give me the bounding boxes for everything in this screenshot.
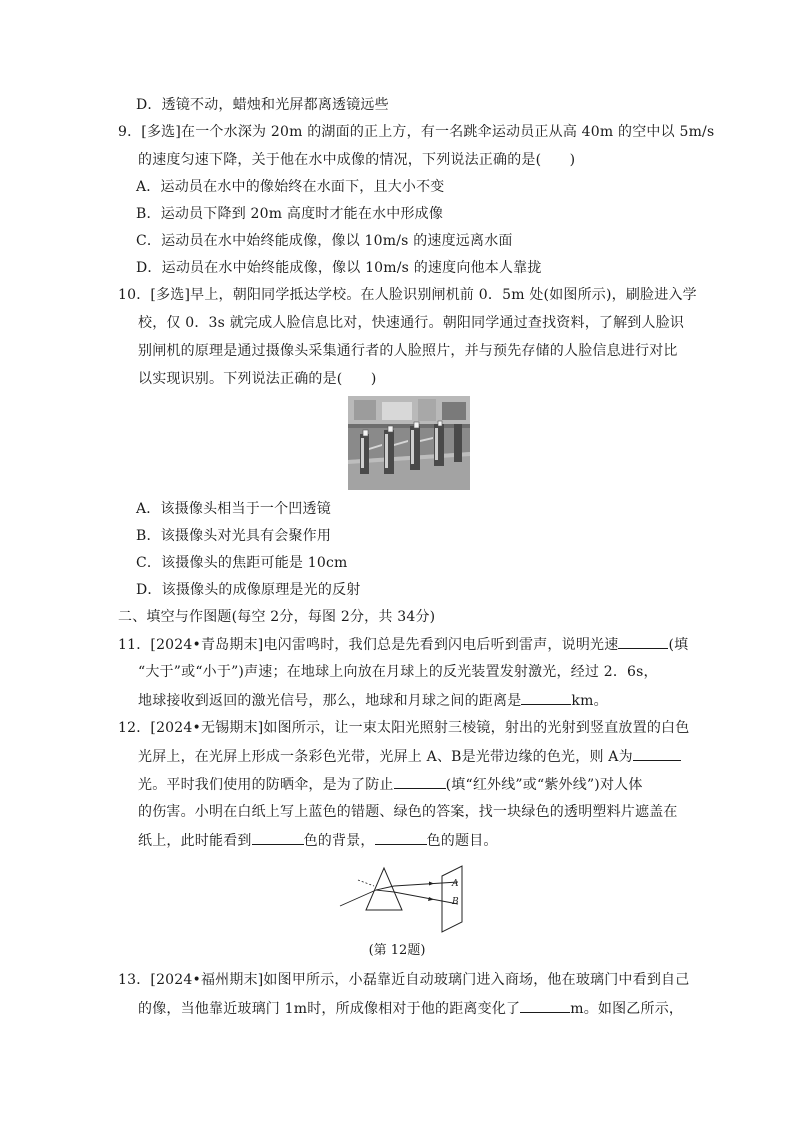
q9-option-a: A．运动员在水中的像始终在水面下，且大小不变: [136, 179, 445, 195]
q11-text-1a: 11．[2024•青岛期末]电闪雷鸣时，我们总是先看到闪电后听到雷声，说明光速: [118, 637, 619, 653]
q10-stem-line2: 校，仅 0．3s 就完成人脸信息比对，快速通行。朝阳同学通过查找资料，了解到人脸识: [138, 315, 685, 331]
q10-option-d: D．该摄像头的成像原理是光的反射: [136, 582, 361, 598]
q10-option-b: B．该摄像头对光具有会聚作用: [136, 528, 332, 544]
fig-label-b: B: [452, 897, 459, 907]
q12-text-5c: 色的题目。: [426, 833, 498, 849]
q13-text-2a: 的像，当他靠近玻璃门 1m时，所成像相对于他的距离变化了: [138, 1001, 521, 1017]
q11-blank-2[interactable]: [521, 690, 571, 705]
q12-text-3b: (填“红外线”或“紫外线”)对人体: [445, 777, 643, 793]
q13-line1: 13．[2024•福州期末]如图甲所示，小磊靠近自动玻璃门进入商场，他在玻璃门中看到自己: [118, 972, 690, 988]
q12-text-2a: 光屏上，在光屏上形成一条彩色光带，光屏上 A、B是光带边缘的色光，则 A为: [138, 749, 633, 765]
q12-blank-1[interactable]: [633, 746, 681, 761]
fig-label-a: A: [452, 879, 459, 889]
q13-line2: [138, 998, 683, 1019]
q11-text-3b: km。: [571, 693, 608, 709]
q12-text-5a: 纸上，此时能看到: [138, 833, 252, 849]
q12-text-3a: 光。平时我们使用的防晒伞，是为了防止: [138, 777, 394, 793]
q10-stem-line1: 10．[多选]早上，朝阳同学抵达学校。在人脸识别闸机前 0．5m 处(如图所示)，刷脸进入学: [118, 287, 697, 303]
q9-stem-line1: 9．[多选]在一个水深为 20m 的湖面的正上方，有一名跳伞运动员正从高 40m 的空中以 5m/s: [118, 124, 715, 140]
q9-option-b: B．运动员下降到 20m 高度时才能在水中形成像: [136, 206, 444, 222]
q10-option-c: C．该摄像头的焦距可能是 10cm: [136, 555, 348, 571]
q13-text-2b: m。如图乙所示，: [570, 1001, 684, 1017]
q12-line5: [138, 830, 498, 851]
q12-line3: [138, 774, 643, 795]
q11-blank-1[interactable]: [618, 634, 668, 649]
q9-stem-line2: 的速度匀速下降，关于他在水中成像的情况，下列说法正确的是( ): [138, 152, 576, 168]
q9-option-c: C．运动员在水中始终能成像，像以 10m/s 的速度远离水面: [136, 233, 513, 249]
gate-photo: [348, 396, 470, 490]
q9-option-d: D．运动员在水中始终能成像，像以 10m/s 的速度向他本人靠拢: [136, 260, 542, 276]
q12-blank-4[interactable]: [375, 830, 427, 845]
q11-line3: [138, 690, 608, 711]
q12-blank-3[interactable]: [252, 830, 304, 845]
prism-diagram: [338, 862, 478, 938]
q11-text-3a: 地球接收到返回的激光信号，那么，地球和月球之间的距离是: [138, 693, 522, 709]
q12-blank-2[interactable]: [394, 774, 446, 789]
q10-stem-line3: 别闸机的原理是通过摄像头采集通行者的人脸照片，并与预先存储的人脸信息进行对比: [138, 343, 678, 359]
q11-text-1b: (填: [668, 637, 689, 653]
q10-stem-line4: 以实现识别。下列说法正确的是( ): [138, 371, 377, 387]
q12-line1: 12．[2024•无锡期末]如图所示，让一束太阳光照射三棱镜，射出的光射到竖直放置的白色: [118, 720, 690, 736]
q12-text-5b: 色的背景，: [303, 833, 375, 849]
q13-blank-1[interactable]: [520, 998, 570, 1013]
q12-line2: [138, 746, 681, 767]
figure-caption: (第 12题): [368, 943, 426, 958]
q12-line4: 的伤害。小明在白纸上写上蓝色的错题、绿色的答案，找一块绿色的透明塑料片遮盖在: [138, 804, 678, 820]
q8-option-d: D．透镜不动，蜡烛和光屏都离透镜远些: [136, 97, 389, 113]
q11-line2: “大于”或“小于”)声速；在地球上向放在月球上的反光装置发射激光，经过 2．6s，: [138, 664, 658, 680]
q11-line1: [118, 634, 688, 655]
section-title: 二、填空与作图题(每空 2分，每图 2分，共 34分): [118, 609, 436, 625]
q10-option-a: A．该摄像头相当于一个凹透镜: [136, 501, 331, 517]
